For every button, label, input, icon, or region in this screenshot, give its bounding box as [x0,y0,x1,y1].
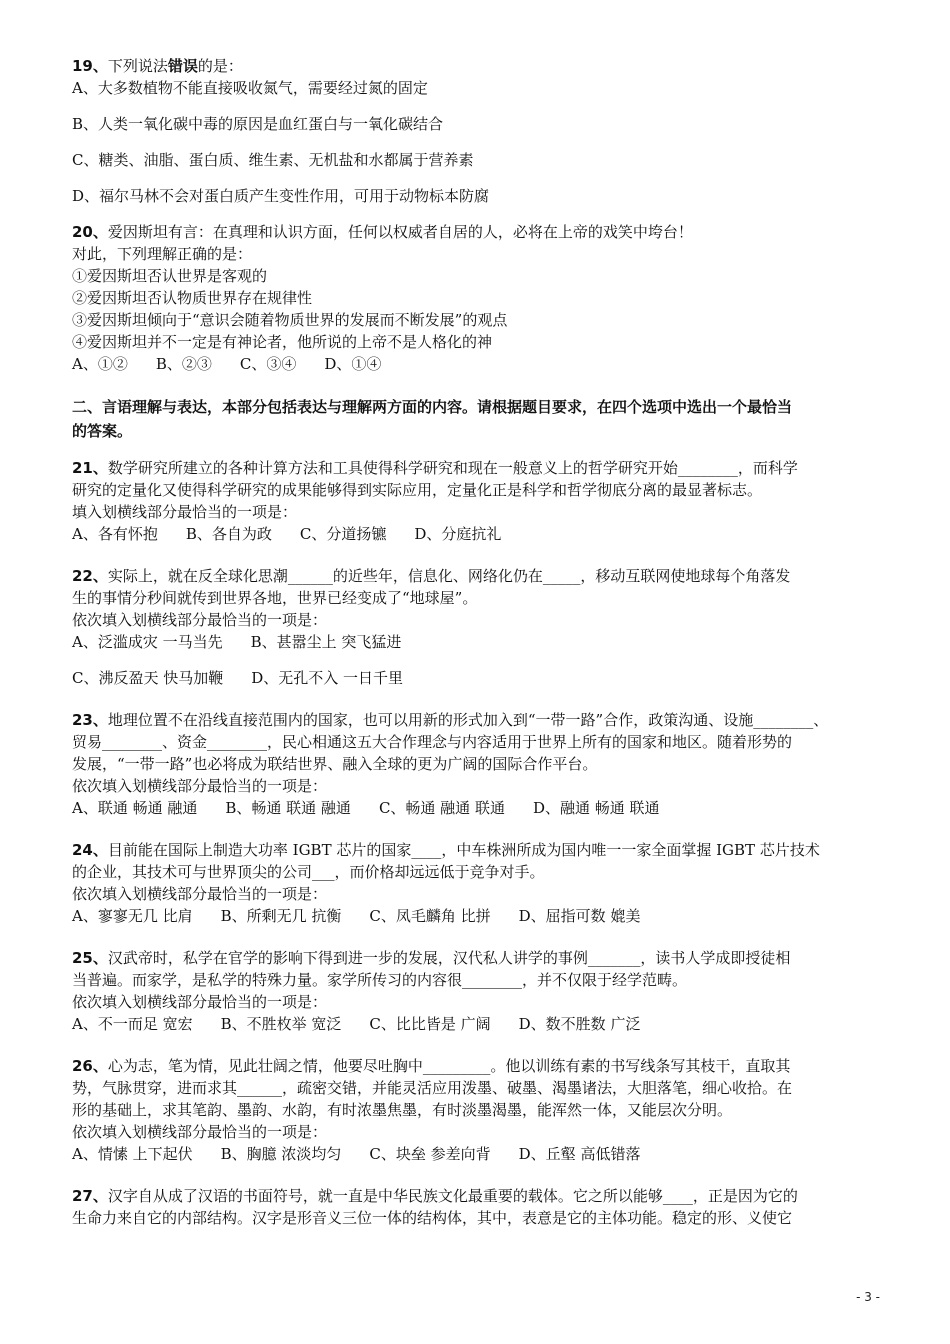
question-text: 生命力来自它的内部结构。汉字是形音义三位一体的结构体，其中，表意是它的主体功能。稳定的形、义使它 [72,1209,793,1227]
option: D、屈指可数 媲美 [518,907,641,925]
option: A、各有怀抱 [72,525,158,543]
question-text: 研究的定量化又使得科学研究的成果能够得到实际应用，定量化正是科学和哲学彻底分离的最显著标志。 [72,481,763,499]
option: A、泛滥成灾 一马当先 [72,633,223,651]
question-number: 23、 [72,711,108,729]
option: D、数不胜数 广泛 [518,1015,641,1033]
question-text: 生的事情分秒间就传到世界各地，世界已经变成了“地球屋”。 [72,589,478,607]
option: C、凤毛麟角 比拼 [369,907,491,925]
question-text: 形的基础上，求其笔韵、墨韵、水韵，有时浓墨焦墨，有时淡墨渴墨，能浑然一体，又能层次分明。 [72,1101,733,1119]
options-row [72,523,880,545]
options-row [72,353,880,375]
question-21-stem: 21、数学研究所建立的各种计算方法和工具使得科学研究和现在一般意义上的哲学研究开始________，而科学 [72,459,798,477]
option: A、①② [72,355,128,373]
section-heading-cont: 的答案。 [72,422,133,440]
question-24-stem: 24、目前能在国际上制造大功率 IGBT 芯片的国家____，中车株洲所成为国内唯一一家全面掌握 IGBT 芯片技术 [72,841,820,859]
option: C、比比皆是 广阔 [369,1015,491,1033]
question-number: 22、 [72,567,108,585]
statement: ③爱因斯坦倾向于“意识会随着物质世界的发展而不断发展”的观点 [72,311,508,329]
question-26-stem: 26、心为志，笔为情，见此壮阔之情，他要尽吐胸中_________。他以训练有素的书写线条写其枝干，直取其 [72,1057,791,1075]
question-number: 27、 [72,1187,108,1205]
emphasis-text: 错误 [167,57,198,75]
question-prompt: 依次填入划横线部分最恰当的一项是： [72,1123,328,1141]
option: C、沸反盈天 快马加鞭 [72,669,224,687]
option: D、①④ [324,355,382,373]
option: B、②③ [155,355,212,373]
option: D、福尔马林不会对蛋白质产生变性作用，可用于动物标本防腐 [72,187,490,205]
question-prompt: 依次填入划横线部分最恰当的一项是： [72,777,328,795]
option: A、大多数植物不能直接吸收氮气，需要经过氮的固定 [72,79,428,97]
question-number: 20、 [72,223,108,241]
option: B、各自为政 [185,525,272,543]
question-text: 的企业，其技术可与世界顶尖的公司___，而价格却远远低于竞争对手。 [72,863,545,881]
options-row [72,631,880,653]
question-number: 26、 [72,1057,108,1075]
option: C、糖类、油脂、蛋白质、维生素、无机盐和水都属于营养素 [72,151,474,169]
option: B、甚嚣尘上 突飞猛进 [250,633,402,651]
question-19-stem: 19、下列说法错误的是： [72,57,243,75]
option: D、分庭抗礼 [414,525,502,543]
question-22-stem: 22、实际上，就在反全球化思潮______的近些年，信息化、网络化仍在_____，移动互联网使地球每个角落发 [72,567,791,585]
option: C、分道扬镳 [299,525,387,543]
question-number: 25、 [72,949,108,967]
options-row [72,1143,880,1165]
option: A、寥寥无几 比肩 [72,907,193,925]
statement: ②爱因斯坦否认物质世界存在规律性 [72,289,313,307]
question-number: 24、 [72,841,108,859]
question-prompt: 依次填入划横线部分最恰当的一项是： [72,885,328,903]
option: D、丘壑 高低错落 [518,1145,641,1163]
statement: ④爱因斯坦并不一定是有神论者，他所说的上帝不是人格化的神 [72,333,493,351]
question-text: 当普遍。而家学，是私学的特殊力量。家学所传习的内容很________，并不仅限于经学范畴。 [72,971,688,989]
option: A、不一而足 宽宏 [72,1015,193,1033]
option: D、无孔不入 一日千里 [251,669,404,687]
options-row [72,905,880,927]
page-number: - 3 - [856,1290,880,1304]
question-prompt: 对此，下列理解正确的是： [72,245,253,263]
option: A、联通 畅通 融通 [72,799,198,817]
question-23-stem: 23、地理位置不在沿线直接范围内的国家，也可以用新的形式加入到“一带一路”合作，政策沟通、设施________、 [72,711,829,729]
statement: ①爱因斯坦否认世界是客观的 [72,267,268,285]
option: B、所剩无几 抗衡 [220,907,342,925]
option: B、胸臆 浓淡均匀 [220,1145,342,1163]
option: D、融通 畅通 联通 [532,799,660,817]
question-20-stem: 20、爱因斯坦有言：在真理和认识方面，任何以权威者自居的人，必将在上帝的戏笑中垮台！ [72,223,693,241]
option: B、畅通 联通 融通 [225,799,351,817]
question-prompt: 依次填入划横线部分最恰当的一项是： [72,993,328,1011]
option: B、人类一氧化碳中毒的原因是血红蛋白与一氧化碳结合 [72,115,444,133]
option: C、畅通 融通 联通 [378,799,505,817]
question-prompt: 填入划横线部分最恰当的一项是： [72,503,298,521]
question-prompt: 依次填入划横线部分最恰当的一项是： [72,611,328,629]
question-27-stem: 27、汉字自从成了汉语的书面符号，就一直是中华民族文化最重要的载体。它之所以能够____，正是因为它的 [72,1187,798,1205]
question-number: 21、 [72,459,108,477]
option: C、块垒 参差向背 [369,1145,491,1163]
question-text: 势，气脉贯穿，进而求其______，疏密交错，并能灵活应用泼墨、破墨、渴墨诸法，大胆落笔，细心收拾。在 [72,1079,793,1097]
question-text: 发展，“一带一路”也必将成为联结世界、融入全球的更为广阔的国际合作平台。 [72,755,598,773]
question-text: 贸易________、资金________，民心相通这五大合作理念与内容适用于世界上所有的国家和地区。随着形势的 [72,733,793,751]
question-number: 19、 [72,57,108,75]
option: A、情愫 上下起伏 [72,1145,193,1163]
options-row [72,797,880,819]
options-row [72,667,880,689]
section-heading: 二、言语理解与表达，本部分包括表达与理解两方面的内容。请根据题目要求，在四个选项中选出一个最恰当 [72,398,793,416]
options-row [72,1013,880,1035]
option: B、不胜枚举 宽泛 [220,1015,342,1033]
exam-page [72,55,880,1229]
option: C、③④ [239,355,297,373]
question-25-stem: 25、汉武帝时，私学在官学的影响下得到进一步的发展，汉代私人讲学的事例_______，读书人学成即授徒相 [72,949,791,967]
